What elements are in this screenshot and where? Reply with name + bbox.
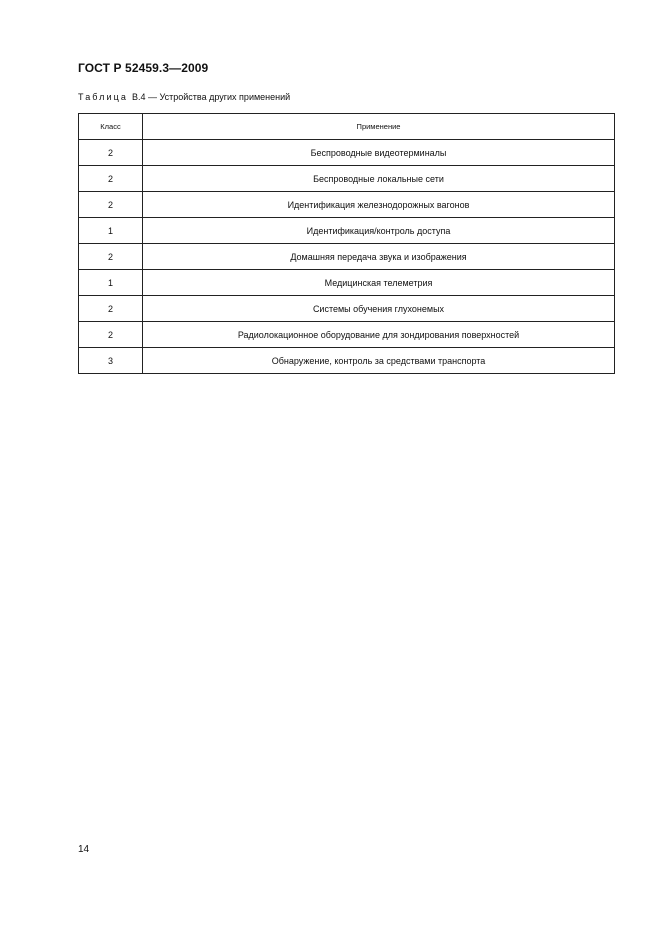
table-row bbox=[79, 218, 615, 244]
table-row bbox=[79, 270, 615, 296]
cell-class: 2 bbox=[79, 296, 143, 322]
table-row bbox=[79, 296, 615, 322]
page-number: 14 bbox=[78, 844, 90, 855]
table-row bbox=[79, 322, 615, 348]
table-row bbox=[79, 244, 615, 270]
cell-class: 2 bbox=[79, 244, 143, 270]
cell-application: Домашняя передача звука и изображения bbox=[143, 244, 615, 270]
cell-application: Идентификация/контроль доступа bbox=[143, 218, 615, 244]
table-row bbox=[79, 140, 615, 166]
applications-table bbox=[78, 113, 615, 374]
cell-class: 2 bbox=[79, 322, 143, 348]
table-caption-text: В.4 — Устройства других применений bbox=[132, 92, 291, 102]
cell-application: Беспроводные видеотерминалы bbox=[143, 140, 615, 166]
cell-class: 1 bbox=[79, 218, 143, 244]
cell-class: 1 bbox=[79, 270, 143, 296]
table-row bbox=[79, 348, 615, 374]
table-caption-word: Таблица bbox=[78, 92, 128, 102]
column-header-class: Класс bbox=[79, 114, 143, 140]
cell-class: 2 bbox=[79, 192, 143, 218]
table-row bbox=[79, 166, 615, 192]
cell-class: 3 bbox=[79, 348, 143, 374]
table-row bbox=[79, 192, 615, 218]
cell-application: Медицинская телеметрия bbox=[143, 270, 615, 296]
cell-application: Системы обучения глухонемых bbox=[143, 296, 615, 322]
document-code: ГОСТ Р 52459.3—2009 bbox=[78, 61, 209, 75]
cell-class: 2 bbox=[79, 140, 143, 166]
column-header-application: Применение bbox=[143, 114, 615, 140]
table-header-row bbox=[79, 114, 615, 140]
table-caption bbox=[78, 92, 290, 102]
cell-application: Идентификация железнодорожных вагонов bbox=[143, 192, 615, 218]
cell-application: Беспроводные локальные сети bbox=[143, 166, 615, 192]
cell-application: Обнаружение, контроль за средствами транспорта bbox=[143, 348, 615, 374]
cell-class: 2 bbox=[79, 166, 143, 192]
cell-application: Радиолокационное оборудование для зондирования поверхностей bbox=[143, 322, 615, 348]
